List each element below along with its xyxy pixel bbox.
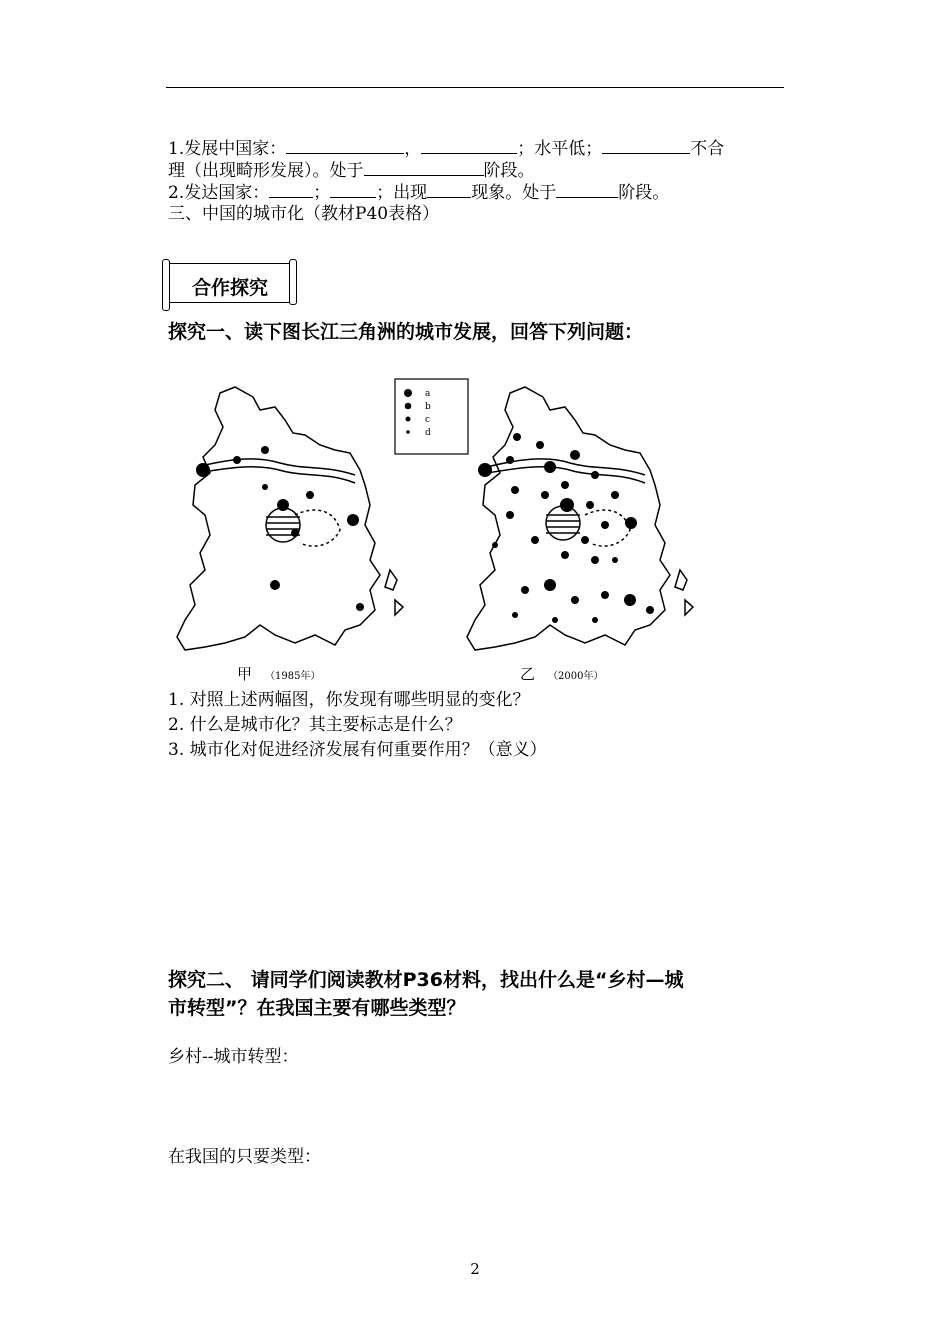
city-dot <box>261 446 269 454</box>
city-dot <box>196 463 210 477</box>
city-dot <box>570 450 580 460</box>
map-left-year: （1985年） <box>265 671 321 682</box>
city-dot <box>625 517 637 529</box>
city-dot <box>592 617 598 623</box>
city-dot <box>262 484 268 490</box>
map-right-outline <box>467 387 670 650</box>
legend-label-a: a <box>425 389 431 399</box>
city-dot <box>560 498 574 512</box>
city-dot <box>544 461 556 473</box>
inquiry2-title-line2: 市转型”？在我国主要有哪些类型？ <box>168 997 466 1019</box>
banner-box <box>166 263 294 303</box>
legend-label-b: b <box>425 402 431 412</box>
question-2: 2. 什么是城市化？其主要标志是什么？ <box>168 715 462 735</box>
city-dot <box>270 580 280 590</box>
question-1: 1. 对照上述两幅图，你发现有哪些明显的变化？ <box>168 690 530 710</box>
blank[interactable] <box>364 160 484 176</box>
blank[interactable] <box>330 182 376 198</box>
city-dot <box>552 617 558 623</box>
legend-dot-b <box>405 403 412 410</box>
city-dot <box>624 594 636 606</box>
blank[interactable] <box>421 138 517 154</box>
question-3: 3. 城市化对促进经济发展有何重要作用？（意义） <box>168 740 547 760</box>
blank[interactable] <box>269 182 313 198</box>
river-left <box>197 459 355 475</box>
city-dot <box>646 606 654 614</box>
islands-left <box>385 570 403 615</box>
yangtze-delta-maps <box>165 375 705 687</box>
page-number: 2 <box>470 1260 480 1278</box>
city-dot <box>511 486 519 494</box>
islands-right <box>675 570 693 615</box>
blank[interactable] <box>286 138 404 154</box>
blank[interactable] <box>556 182 618 198</box>
header-rule <box>166 87 784 88</box>
city-dot <box>591 471 599 479</box>
city-dot <box>291 529 299 537</box>
city-dot <box>591 556 599 564</box>
city-dot <box>581 536 589 544</box>
city-dot <box>356 603 364 611</box>
main-types-prompt: 在我国的只要类型： <box>168 1147 321 1167</box>
cooperative-inquiry-banner <box>162 259 297 311</box>
legend-dot-d <box>406 430 410 434</box>
section-three-heading: 三、中国的城市化（教材P40表格） <box>168 204 440 224</box>
inquiry2-title-line1: 探究二、 请同学们阅读教材P36材料，找出什么是“乡村—城 <box>168 969 684 991</box>
city-dot <box>521 586 529 594</box>
map-right-label: 乙 <box>520 665 536 683</box>
scroll-curl-right <box>289 259 297 305</box>
scroll-curl-left <box>162 259 170 311</box>
city-dot <box>531 536 539 544</box>
city-dot <box>513 433 521 441</box>
city-dot <box>544 579 556 591</box>
city-dot <box>277 499 289 511</box>
city-dot <box>536 441 544 449</box>
line-developed-countries: 2.发达国家： ； ；出现 现象。处于 阶段。 <box>168 183 670 203</box>
city-dot <box>306 491 314 499</box>
rural-urban-transition-prompt: 乡村--城市转型： <box>168 1047 299 1067</box>
map-right-2000 <box>467 387 693 650</box>
city-dot <box>541 491 549 499</box>
legend-label-d: d <box>425 428 431 438</box>
map-left-1985 <box>177 387 403 650</box>
city-dot <box>233 456 241 464</box>
city-dot <box>601 591 609 599</box>
city-dot <box>561 481 569 489</box>
city-dot <box>478 463 492 477</box>
legend-dot-a <box>404 389 412 397</box>
inquiry1-title: 探究一、读下图长江三角洲的城市发展，回答下列问题： <box>168 321 644 343</box>
district-left <box>295 510 340 546</box>
city-dot <box>506 456 514 464</box>
city-dot <box>571 596 579 604</box>
city-dot <box>611 491 619 499</box>
city-dot <box>492 542 498 548</box>
city-dot <box>512 612 518 618</box>
city-dot <box>347 514 359 526</box>
city-dot <box>612 557 618 563</box>
blank[interactable] <box>602 138 690 154</box>
map-right-year: （2000年） <box>548 671 604 682</box>
map-legend <box>395 379 468 454</box>
city-dot <box>601 521 609 529</box>
line-stage: 理（出现畸形发展）。处于 阶段。 <box>168 161 535 181</box>
legend-label-c: c <box>425 415 431 425</box>
city-dot <box>506 511 514 519</box>
banner-label: 合作探究 <box>191 277 268 299</box>
map-left-label: 甲 <box>237 665 253 683</box>
city-dot <box>586 501 594 509</box>
blank[interactable] <box>427 182 471 198</box>
line-developing-countries: 1.发展中国家： ， ；水平低； 不合 <box>168 139 725 159</box>
city-dot <box>561 551 569 559</box>
lake-right <box>546 506 580 540</box>
legend-dot-c <box>406 417 411 422</box>
